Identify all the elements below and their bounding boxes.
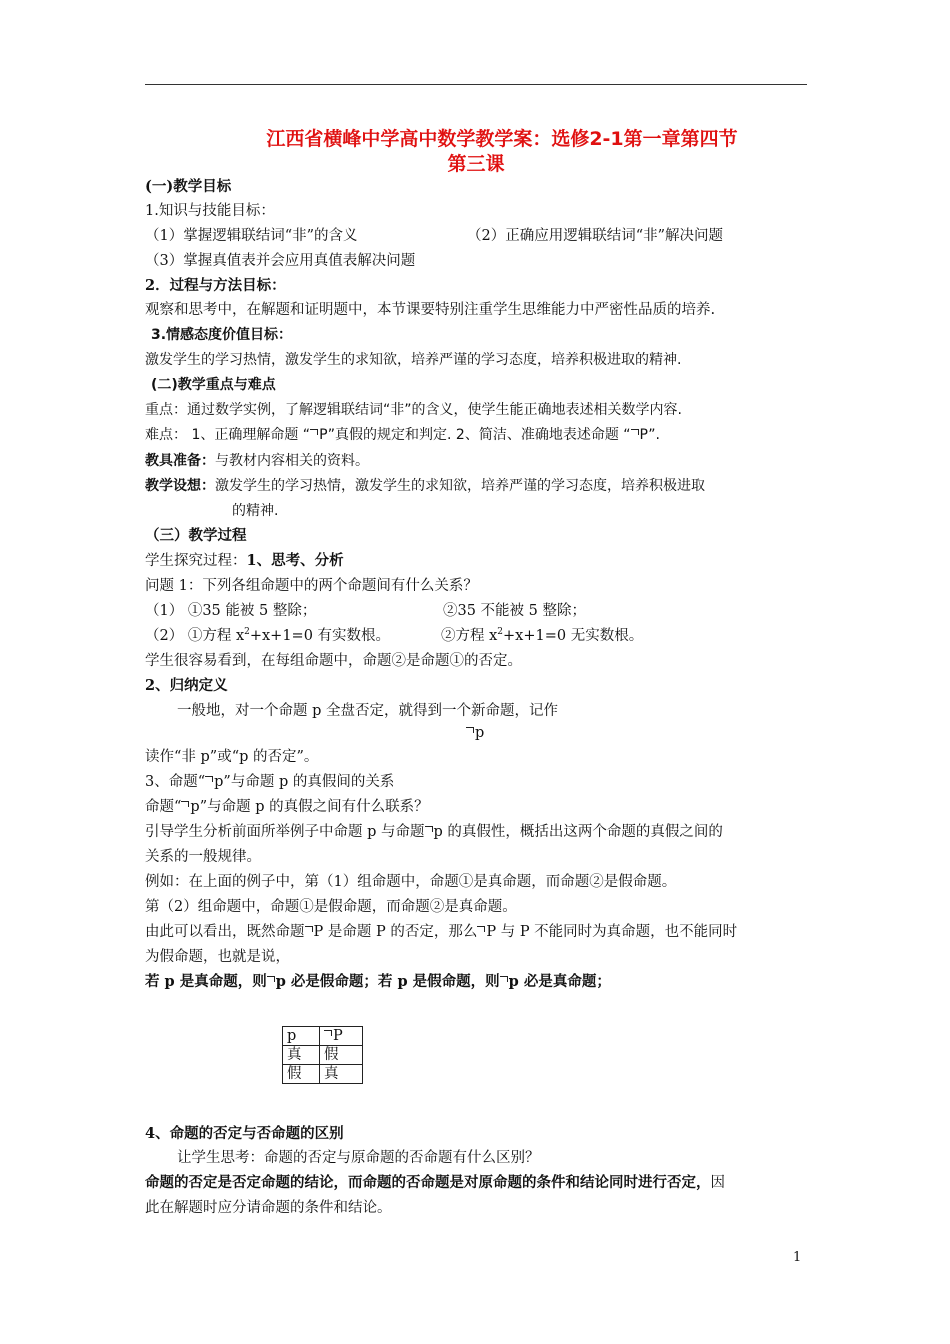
example-text-2: 第（2）组命题中，命题①是假命题，而命题②是真命题。: [145, 899, 517, 915]
header-rule: [145, 84, 807, 85]
negation-icon: [205, 776, 213, 782]
negation-symbol-p: p: [475, 725, 485, 741]
section-4-answer-2: 此在解题时应分请命题的条件和结论。: [145, 1200, 392, 1216]
goal-item-1: （1）掌握逻辑联结词“非”的含义: [145, 228, 358, 244]
negation-icon: [477, 926, 485, 932]
truth-table-cell: p: [283, 1027, 320, 1046]
negation-icon: [425, 826, 433, 832]
difficulty-text: [145, 425, 660, 445]
section-4-answer: [145, 1173, 725, 1193]
goal-item-3: （3）掌握真值表并会应用真值表解决问题: [145, 253, 416, 269]
conclusion-text-a: 由此可以看出，既然命题: [145, 924, 305, 940]
explore-label: 学生探究过程：: [145, 553, 247, 569]
rule-text: [145, 972, 611, 992]
negation-icon: [500, 976, 508, 982]
example-row-2a-tail: +x+1=0 有实数根。: [249, 628, 391, 644]
goals-heading: (一)教学目标: [145, 178, 232, 195]
design-label: 教学设想：: [145, 478, 215, 494]
truth-table-cell: [320, 1027, 363, 1046]
superscript: 2: [244, 627, 250, 638]
table-row: [283, 1046, 363, 1065]
guide-text-b: p 的真假性，概括出这两个命题的真假之间的: [433, 824, 723, 840]
conclusion-text: [145, 922, 737, 942]
guide-text-2: 关系的一般规律。: [145, 849, 261, 865]
guide-text-a: 引导学生分析前面所举例子中命题 p 与命题: [145, 824, 425, 840]
explore-line: [145, 551, 344, 571]
tools-label: 教具准备：: [145, 453, 215, 469]
guide-text: [145, 822, 723, 842]
tools-line: [145, 451, 369, 471]
goal-emotion-text: 激发学生的学习热情，激发学生的求知欲，培养严谨的学习态度，培养积极进取的精神.: [145, 352, 682, 368]
goal-process-label: 2．过程与方法目标：: [145, 277, 286, 294]
negation-icon: [305, 926, 313, 932]
example-row-2b: [441, 626, 643, 646]
negation-symbol: [466, 723, 484, 743]
rule-text-a: 若 p 是真命题，则: [145, 973, 267, 990]
page-number: 1: [793, 1250, 802, 1265]
doc-title-line1: 江西省横峰中学高中数学教学案：选修2-1第一章第四节: [266, 128, 738, 150]
truth-table-cell: 假: [283, 1065, 320, 1084]
goal-item-2: （2）正确应用逻辑联结词“非”解决问题: [467, 228, 724, 244]
section-3-question-b: p”与命题 p 的真假之间有什么联系？: [190, 799, 429, 815]
superscript: 2: [497, 627, 504, 638]
example-row-2a: [145, 626, 390, 646]
doc-title-line2: 第三课: [447, 153, 505, 175]
key-point-text: 重点：通过数学实例，了解逻辑联结词“非”的含义，使学生能正确地表述相关数学内容.: [145, 402, 682, 418]
reading-text: 读作“非 p”或“p 的否定”。: [145, 749, 319, 765]
explore-title: 1、思考、分析: [246, 552, 344, 569]
section-3-question-a: 命题“: [145, 799, 182, 815]
tools-text: 与教材内容相关的资料。: [215, 453, 369, 469]
example-row-2b-text: ②方程 x: [441, 628, 498, 644]
design-text-2: 的精神.: [232, 503, 279, 519]
truth-table-cell: 假: [320, 1046, 363, 1065]
section-3-heading: [145, 772, 394, 792]
goal-emotion-label: 3.情感态度价值目标：: [151, 327, 293, 343]
negation-icon: [181, 801, 189, 807]
example-row-1b: ②35 不能被 5 整除；: [443, 603, 587, 619]
negation-icon: [466, 727, 474, 733]
truth-table-cell: 真: [320, 1065, 363, 1084]
negation-icon: [267, 976, 275, 982]
conclusion-text-b: P 是命题 P 的否定，那么: [313, 924, 478, 940]
section-2-heading: 2、归纳定义: [145, 677, 228, 694]
question-1: 问题 1：下列各组命题中的两个命题间有什么关系？: [145, 578, 478, 594]
rule-text-c: p 必是真命题；: [508, 973, 611, 990]
keypoints-heading: (二)教学重点与难点: [151, 377, 276, 393]
example-row-2a-text: （2） ①方程 x: [145, 628, 245, 644]
table-row: [283, 1065, 363, 1084]
example-text-1: 例如：在上面的例子中，第（1）组命题中，命题①是真命题，而命题②是假命题。: [145, 874, 677, 890]
rule-text-b: p 必是假命题；若 p 是假命题，则: [275, 973, 500, 990]
design-line: [145, 476, 705, 496]
section-4-question: 让学生思考：命题的否定与原命题的否命题有什么区别？: [177, 1150, 540, 1166]
section-4-answer-tail: 因: [710, 1175, 725, 1191]
truth-table-header: [283, 1027, 363, 1046]
conclusion-text-2: 为假命题，也就是说，: [145, 949, 290, 965]
goal-knowledge-label: 1.知识与技能目标：: [145, 203, 275, 219]
section-3-text-a: 3、命题“: [145, 774, 206, 790]
definition-text: 一般地，对一个命题 p 全盘否定，就得到一个新命题，记作: [177, 703, 558, 719]
section-4-heading: 4、命题的否定与否命题的区别: [145, 1125, 344, 1142]
difficulty-text-a: 难点： 1、正确理解命题 “: [145, 427, 311, 443]
negation-icon: [631, 429, 639, 435]
difficulty-text-b: P”真假的规定和判定. 2、简洁、准确地表述命题 “: [319, 427, 631, 443]
section-3-text-b: p”与命题 p 的真假间的关系: [214, 774, 395, 790]
observation-text: 学生很容易看到，在每组命题中，命题②是命题①的否定。: [145, 653, 522, 669]
section-4-answer-bold: 命题的否定是否定命题的结论，而命题的否命题是对原命题的条件和结论同时进行否定，: [145, 1174, 711, 1191]
difficulty-text-c: P”.: [639, 427, 660, 443]
example-row-2b-tail: +x+1=0 无实数根。: [503, 628, 644, 644]
section-3-question: [145, 797, 429, 817]
process-heading: （三）教学过程: [145, 527, 247, 544]
conclusion-text-c: P 与 P 不能同时为真命题，也不能同时: [486, 924, 738, 940]
design-text-1: 激发学生的学习热情，激发学生的求知欲，培养严谨的学习态度，培养积极进取: [215, 478, 705, 494]
truth-table-header-p: P: [333, 1028, 343, 1044]
goal-process-text: 观察和思考中，在解题和证明题中，本节课要特别注重学生思维能力中严密性品质的培养.: [145, 302, 716, 318]
truth-table-cell: 真: [283, 1046, 320, 1065]
example-row-1a: （1） ①35 能被 5 整除；: [145, 603, 317, 619]
negation-icon: [310, 429, 318, 435]
negation-icon: [324, 1030, 332, 1036]
truth-table: [282, 1026, 363, 1084]
